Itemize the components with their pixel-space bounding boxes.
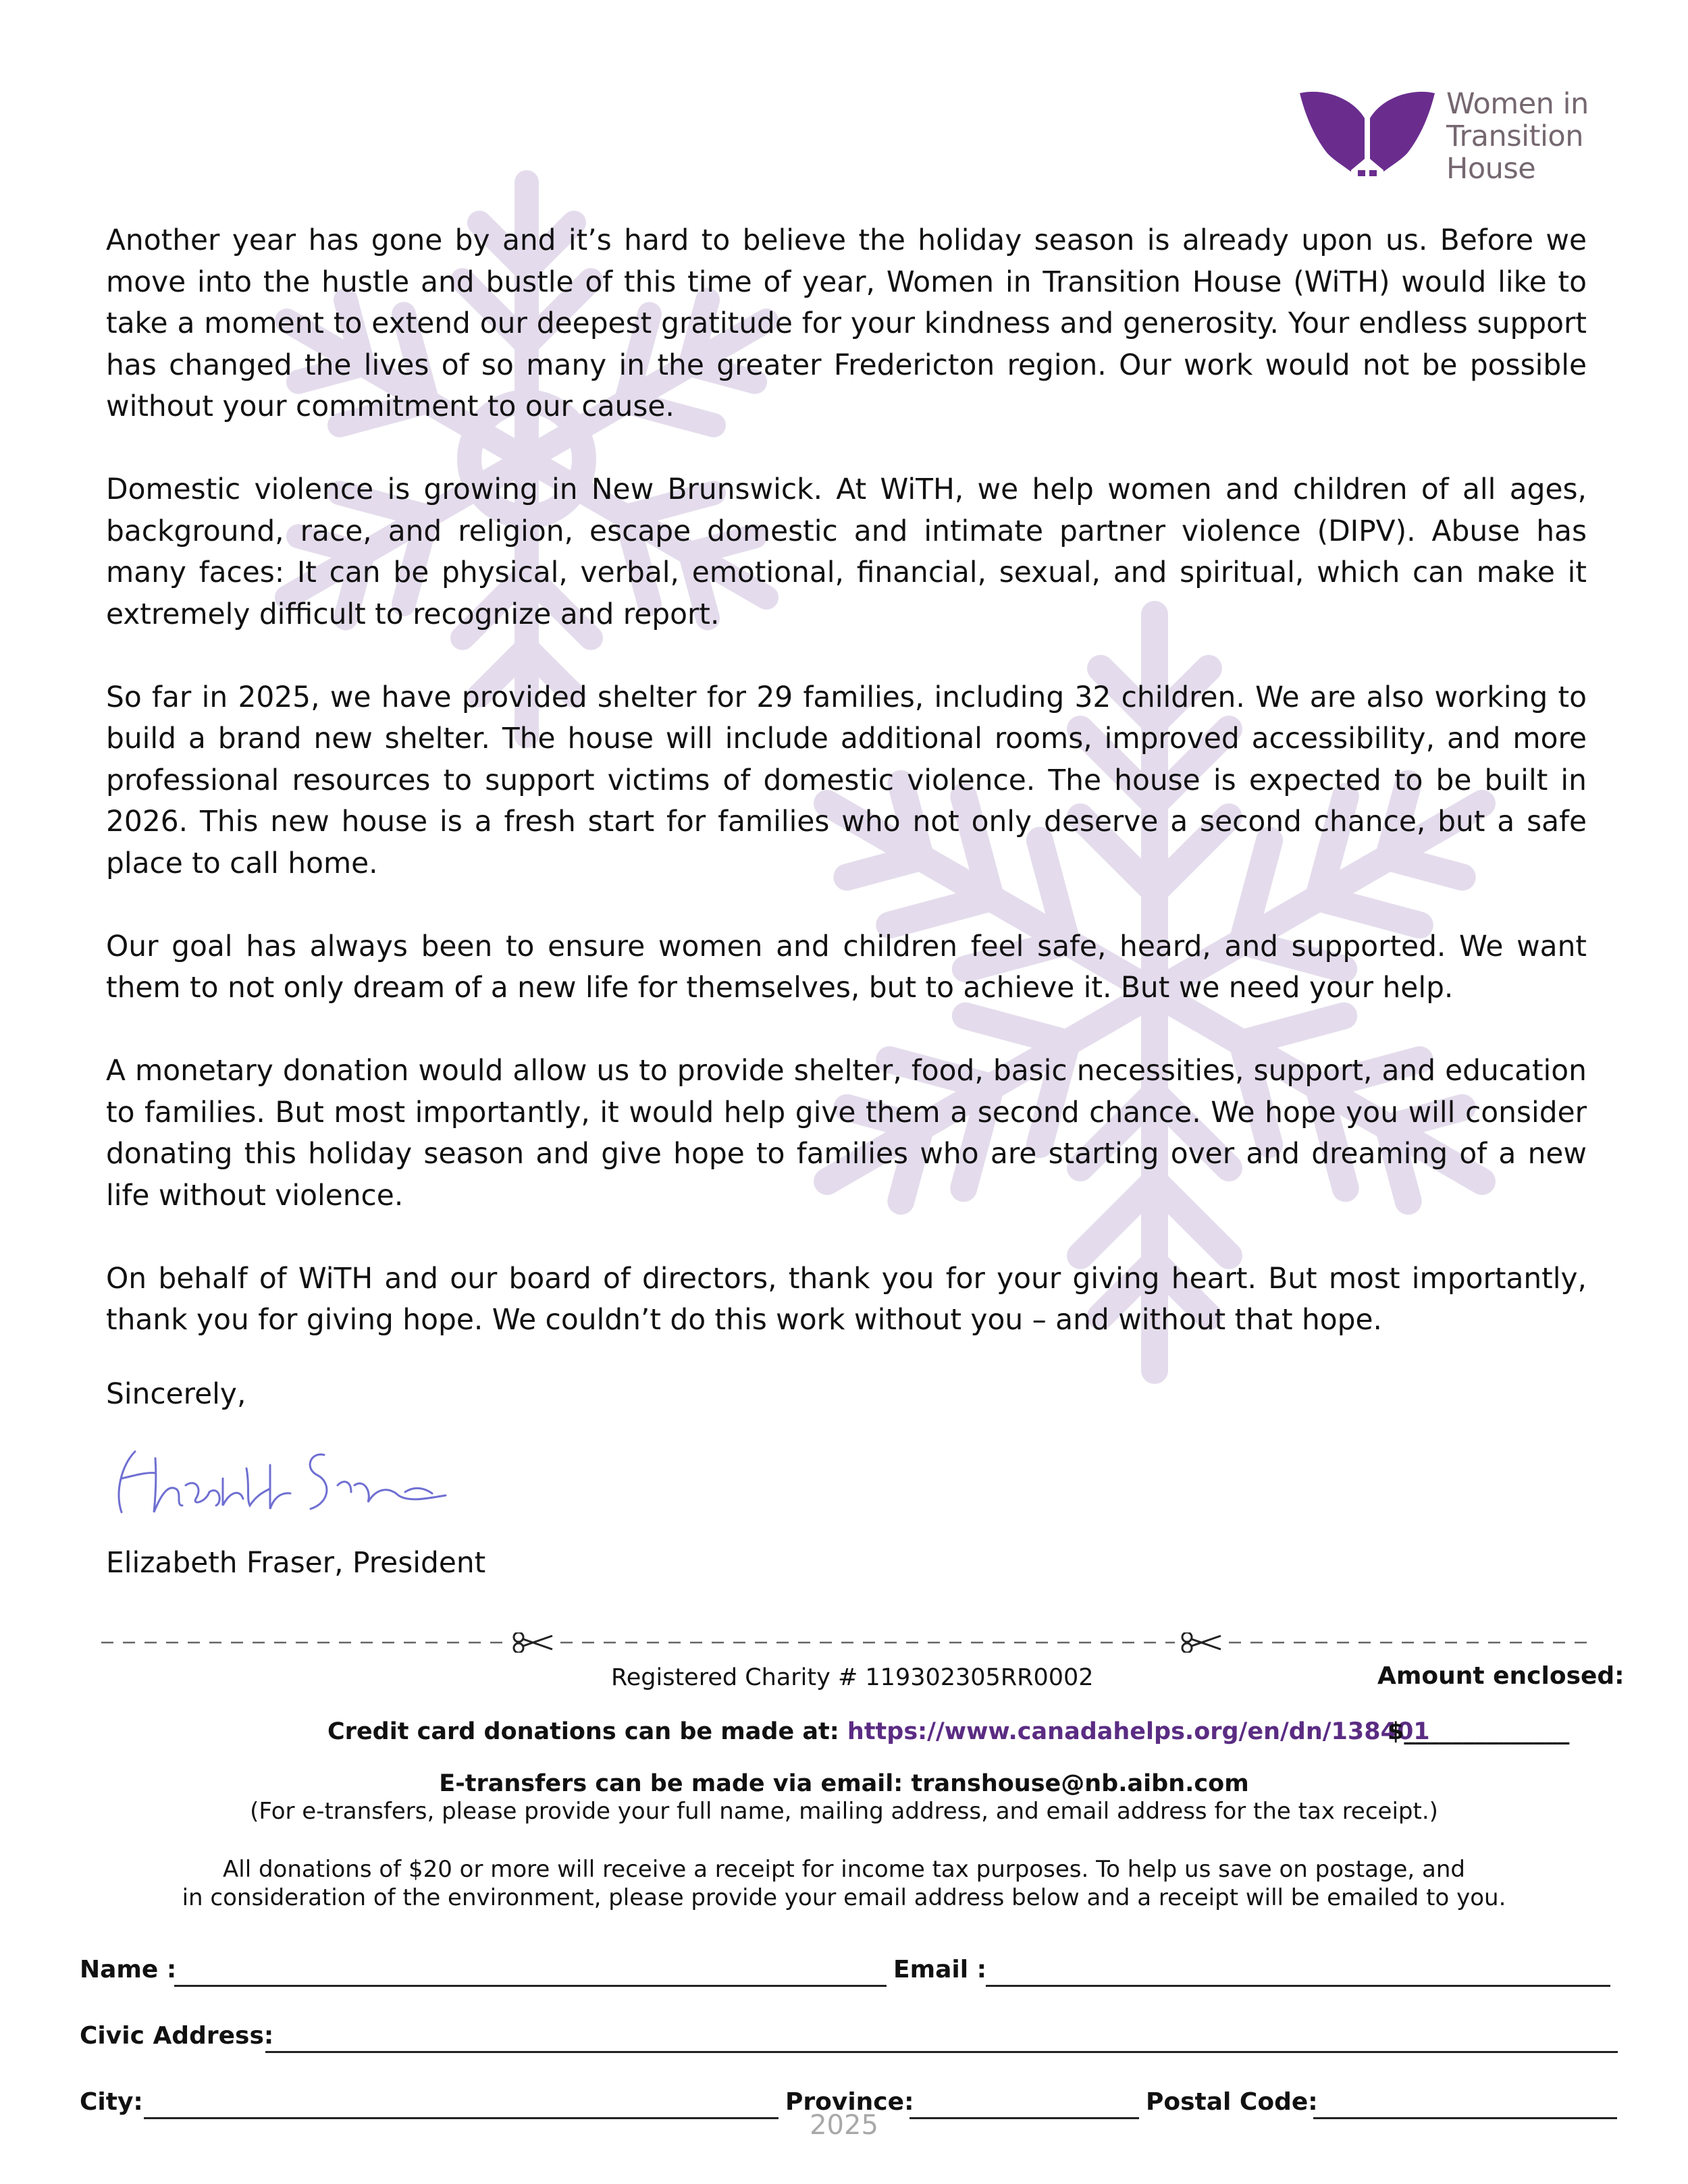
civic-address-label: Civic Address: bbox=[80, 2022, 274, 2050]
scissors-icon bbox=[1182, 1632, 1221, 1653]
donation-link[interactable]: https://www.canadahelps.org/en/dn/138401 bbox=[847, 1718, 1430, 1745]
paragraph-goal: Our goal has always been to ensure women and children feel safe, heard, and supported. We want them to not only dream of a new life for themselves, but to achieve it. But we need your help. bbox=[106, 929, 1587, 1004]
receipt-line-2: in consideration of the environment, please provide your email address below and a receipt will be emailed to you. bbox=[182, 1884, 1506, 1911]
email-label: Email : bbox=[893, 1956, 987, 1983]
handwritten-signature bbox=[108, 1438, 473, 1533]
letter-body bbox=[106, 219, 1587, 1382]
civic-address-field[interactable] bbox=[265, 2051, 1618, 2053]
scissors-icon bbox=[514, 1632, 552, 1653]
logo-line-3: House bbox=[1446, 152, 1536, 186]
charity-number: Registered Charity # 119302305RR0002 bbox=[611, 1664, 1094, 1691]
paragraph-gratitude: Another year has gone by and it’s hard to believe the holiday season is already upon us. Before we move into the hustle and bustle of this time of year, Women in Transition House (WiTH) would like to take a moment to extend our deepest gratitude for your kindness and generosity. Your endless support has changed the lives of so many in the greater Fredericton region. Our work would not be possible without your commitment to our cause. bbox=[106, 223, 1587, 423]
butterfly-house-icon bbox=[1300, 88, 1435, 182]
logo-line-1: Women in bbox=[1446, 87, 1589, 121]
receipt-info bbox=[0, 1855, 1688, 1912]
postal-code-label: Postal Code: bbox=[1146, 2088, 1318, 2116]
logo-wordmark bbox=[1446, 88, 1589, 185]
amount-enclosed-label: Amount enclosed: bbox=[1377, 1662, 1625, 1690]
etransfer-note: (For e-transfers, please provide your full name, mailing address, and email address for the tax receipt.) bbox=[250, 1798, 1438, 1825]
cut-line bbox=[101, 1632, 1593, 1653]
amount-enclosed-field[interactable]: $______________ bbox=[1388, 1718, 1570, 1745]
email-field[interactable] bbox=[986, 1985, 1610, 1987]
closing: Sincerely, bbox=[106, 1377, 246, 1410]
province-label: Province: bbox=[785, 2088, 914, 2116]
name-label: Name : bbox=[80, 1956, 177, 1983]
logo-line-2: Transition bbox=[1446, 119, 1583, 153]
credit-card-line bbox=[327, 1718, 1430, 1745]
footer-year: 2025 bbox=[810, 2110, 878, 2141]
signer-name-title: Elizabeth Fraser, President bbox=[106, 1546, 486, 1579]
receipt-line-1: All donations of $20 or more will receive a receipt for income tax purposes. To help us save on postage, and bbox=[222, 1856, 1466, 1883]
city-label: City: bbox=[80, 2088, 143, 2116]
paragraph-shelter-stats: So far in 2025, we have provided shelter for 29 families, including 32 children. We are also working to build a brand new shelter. The house will include additional rooms, improved accessibility, and more professional resources to support victims of domestic violence. The house is expected to be built in 2026. This new house is a fresh start for families who not only deserve a second chance, but a safe place to call home. bbox=[106, 680, 1587, 880]
paragraph-thanks: On behalf of WiTH and our board of directors, thank you for your giving heart. But most importantly, thank you for giving hope. We couldn’t do this work without you – and without that hope. bbox=[106, 1261, 1587, 1336]
organization-logo bbox=[1300, 88, 1597, 189]
paragraph-domestic-violence: Domestic violence is growing in New Brunswick. At WiTH, we help women and children of all ages, background, race, and religion, escape domestic and intimate partner violence (DIPV). Abuse has many faces: It can be physical, verbal, emotional, financial, sexual, and spiritual, which can make it extremely difficult to recognize and report. bbox=[106, 473, 1587, 631]
paragraph-donation-ask: A monetary donation would allow us to provide shelter, food, basic necessities, support, and education to families. But most importantly, it would help give them a second chance. We hope you will consider donating this holiday season and give hope to families who are starting over and dreaming of a new life without violence. bbox=[106, 1054, 1587, 1212]
etransfer-info: E-transfers can be made via email: transhouse@nb.aibn.com bbox=[439, 1770, 1249, 1797]
credit-card-label: Credit card donations can be made at: bbox=[327, 1718, 847, 1745]
name-field[interactable] bbox=[174, 1985, 887, 1987]
